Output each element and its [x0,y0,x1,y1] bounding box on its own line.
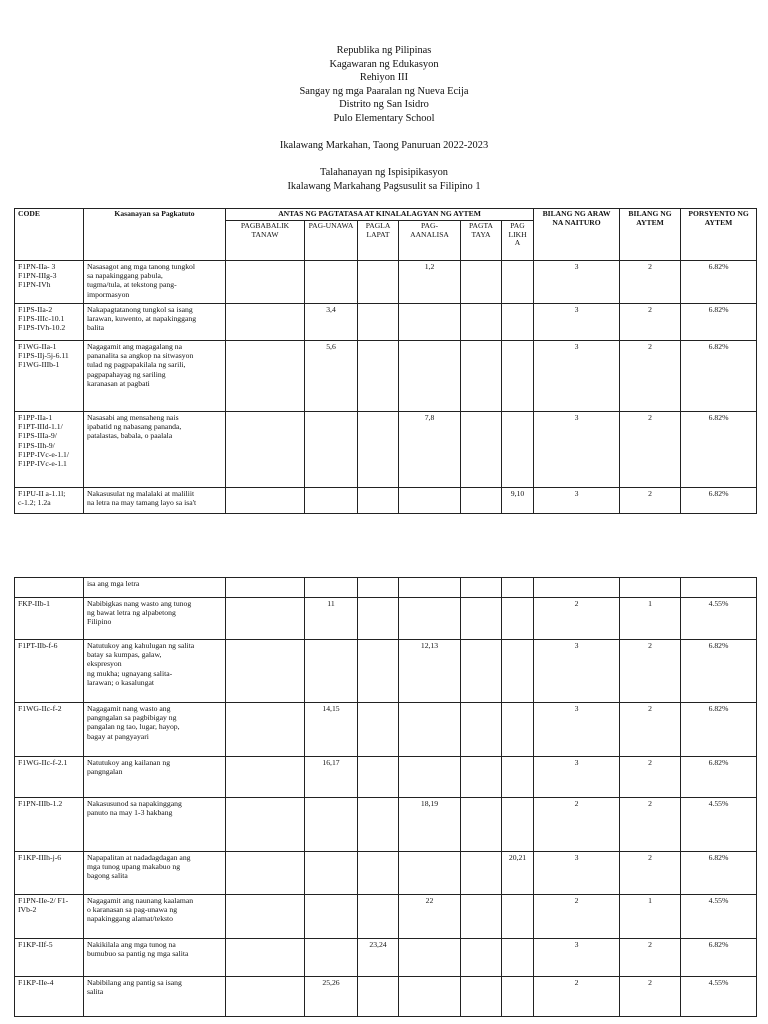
percent-cell: 6.82% [681,757,757,798]
code-cell [15,798,84,852]
item-number-cell: 25,26 [305,977,358,1017]
cell-line: bagong salita [87,871,128,881]
header-line: Distrito ng San Isidro [339,99,429,111]
item-number-cell [461,703,502,757]
cell-line: napakinggang alamat/teksto [87,914,174,924]
table-row [15,939,757,977]
item-number-cell [226,488,305,514]
days-cell: 3 [534,304,620,341]
table-row [15,977,757,1017]
cell-line: F1PT-IIb-f-6 [18,641,58,650]
item-number-cell [399,304,461,341]
skill-cell [84,412,226,488]
days-cell: 2 [534,798,620,852]
cell-line: Nasasagot ang mga tanong tungkol [87,262,196,271]
item-number-cell: 3,4 [305,304,358,341]
item-number-cell [226,757,305,798]
item-number-cell [226,703,305,757]
cell-line: F1PU-II a-1.1l; [18,489,66,498]
item-number-cell [502,939,534,977]
skill-cell [84,488,226,514]
days-cell: 3 [534,640,620,703]
skill-cell [84,578,226,598]
item-number-cell [461,895,502,939]
spec-table-page-2 [14,577,757,1017]
cell-line: F1PT-IIId-1.1/ [18,422,63,432]
item-number-cell [502,703,534,757]
cell-line: pangngalan [87,767,123,777]
days-cell: 3 [534,939,620,977]
cell-line: bumubuo sa pantig ng mga salita [87,949,189,959]
cell-line: isa ang mga letra [87,579,140,588]
cell-line: F1KP-IIIh-j-6 [18,853,62,862]
level-header: PAG LIKH A [502,221,534,261]
item-number-cell [305,939,358,977]
percent-cell: 4.55% [681,895,757,939]
item-number-cell [461,939,502,977]
cell-line: F1PS-IIa-2 [18,305,53,314]
code-cell [15,852,84,895]
item-number-cell [226,304,305,341]
items-cell: 2 [620,412,681,488]
item-number-cell: 23,24 [358,939,399,977]
item-number-cell [305,488,358,514]
item-number-cell [305,412,358,488]
items-cell: 1 [620,895,681,939]
items-cell: 2 [620,640,681,703]
item-number-cell [502,798,534,852]
days-cell: 2 [534,895,620,939]
item-number-cell [305,852,358,895]
cell-line: Nagagamit nang wasto ang [87,704,171,713]
skill-cell [84,852,226,895]
cell-line: F1PP-IVc-e-1.1 [18,459,67,469]
spec-table-page-1 [14,208,757,514]
item-number-cell [226,895,305,939]
table-body-page-2 [15,578,757,1017]
skill-cell [84,757,226,798]
code-header: CODE [15,209,84,261]
days-cell: 3 [534,412,620,488]
cell-line: F1PP-IIa-1 [18,413,53,422]
days-cell: 3 [534,757,620,798]
code-cell [15,598,84,640]
days-cell: 2 [534,598,620,640]
header-line: Kagawaran ng Edukasyon [329,58,439,70]
items-cell: 2 [620,261,681,304]
code-cell [15,304,84,341]
item-number-cell: 18,19 [399,798,461,852]
code-cell [15,578,84,598]
percent-cell: 4.55% [681,798,757,852]
table-body-page-1 [15,261,757,514]
item-number-cell [226,798,305,852]
item-number-cell: 9,10 [502,488,534,514]
days-cell: 2 [534,977,620,1017]
skill-cell [84,977,226,1017]
item-number-cell [358,341,399,412]
cell-line: Nagagamit ang naunang kaalaman [87,896,194,905]
item-number-cell [502,304,534,341]
item-number-cell: 11 [305,598,358,640]
items-cell: 2 [620,939,681,977]
item-number-cell [461,341,502,412]
skill-cell [84,798,226,852]
skill-cell [84,640,226,703]
cell-line: F1PS-IIIa-9/ [18,431,57,441]
level-header: PAG-AANALISA [399,221,461,261]
item-number-cell [461,757,502,798]
cell-line: panuto na may 1-3 hakbang [87,808,173,818]
cell-line: Napapalitan at nadadagdagan ang [87,853,191,862]
item-number-cell [399,757,461,798]
item-number-cell [305,578,358,598]
item-number-cell [358,261,399,304]
cell-line: karanasan at pagbati [87,378,150,388]
cell-line: F1WG-IIIb-1 [18,360,60,370]
skill-cell [84,939,226,977]
cell-line: IVb-2 [18,905,37,915]
days-cell: 3 [534,341,620,412]
cell-line: Natutukoy ang kahulugan ng salita [87,641,195,650]
item-number-cell [358,852,399,895]
table-row [15,412,757,488]
item-number-cell [226,578,305,598]
title-line-2: Ikalawang Markahang Pagsusulit sa Filipino 1 [287,180,481,192]
item-number-cell [358,977,399,1017]
item-number-cell [461,578,502,598]
item-number-cell [461,977,502,1017]
percent-cell: 6.82% [681,640,757,703]
item-number-cell [226,977,305,1017]
item-number-cell [305,798,358,852]
item-number-cell [502,640,534,703]
item-number-cell [502,598,534,640]
item-number-cell [502,261,534,304]
cell-line: F1PN-IIa- 3 [18,262,56,271]
level-header: PAG-UNAWA [305,221,358,261]
days-cell: 3 [534,261,620,304]
item-number-cell [358,640,399,703]
code-cell [15,412,84,488]
cell-line: Nakapagtatanong tungkol sa isang [87,305,193,314]
percent-cell: 6.82% [681,341,757,412]
percent-cell [681,578,757,598]
days-cell: 3 [534,852,620,895]
document-header [0,44,768,194]
item-number-cell [358,488,399,514]
header-line: Republika ng Pilipinas [336,45,432,56]
item-number-cell [461,640,502,703]
cell-line: larawan; o kasalungat [87,677,155,687]
cell-line: balita [87,323,105,333]
item-number-cell: 1,2 [399,261,461,304]
item-number-cell [399,341,461,412]
cell-line: F1PN-IVh [18,280,51,290]
items-cell: 2 [620,977,681,1017]
item-number-cell: 22 [399,895,461,939]
days-header: BILANG NG ARAW NA NAITURO [534,209,620,261]
item-number-cell [226,412,305,488]
skill-header: Kasanayan sa Pagkatuto [84,209,226,261]
item-number-cell [305,895,358,939]
quarter-line: Ikalawang Markahan, Taong Panuruan 2022-2023 [279,140,489,152]
item-number-cell [399,977,461,1017]
item-number-cell [358,412,399,488]
items-header: BILANG NG AYTEM [620,209,681,261]
skill-cell [84,341,226,412]
item-number-cell [226,939,305,977]
cell-line: Filipino [87,617,112,627]
skill-cell [84,598,226,640]
cell-line: Nabibilang ang pantig sa isang [87,978,182,987]
cell-line: ng mukha; ugnayang salita- [87,668,173,678]
level-header: PAGBABALIK TANAW [226,221,305,261]
item-number-cell [502,341,534,412]
cell-line: ng bawat letra ng alpabetong [87,608,176,618]
table-row [15,488,757,514]
item-number-cell [399,598,461,640]
percent-cell: 6.82% [681,703,757,757]
cell-line: Nagagamit ang magagalang na [87,342,182,351]
cell-line: FKP-IIb-1 [18,599,51,608]
skill-cell [84,703,226,757]
percent-cell: 6.82% [681,261,757,304]
item-number-cell [461,412,502,488]
code-cell [15,261,84,304]
cell-line: Nabibigkas nang wasto ang tunog [87,599,192,608]
cell-line: tulad ng pagpapakilala ng sarili, [87,360,186,370]
header-line: Pulo Elementary School [333,112,435,124]
cell-line: mga tunog upang makabuo ng [87,862,181,872]
table-row [15,598,757,640]
cell-line: F1PN-IIIg-3 [18,271,57,281]
table-row [15,852,757,895]
percent-cell: 6.82% [681,852,757,895]
percent-header: PORSYENTO NG AYTEM [681,209,757,261]
item-number-cell [461,852,502,895]
skill-cell [84,304,226,341]
percent-cell: 4.55% [681,598,757,640]
skill-cell [84,261,226,304]
item-number-cell [461,488,502,514]
percent-cell: 6.82% [681,488,757,514]
cell-line: ipabatid ng nabasang pananda, [87,422,182,432]
levels-header: ANTAS NG PAGTATASA AT KINALALAGYAN NG AYTEM [226,209,534,221]
item-number-cell [502,757,534,798]
item-number-cell: 12,13 [399,640,461,703]
cell-line: tugma/tula, at tekstong pang- [87,280,177,290]
cell-line: Natutukoy ang kailanan ng [87,758,171,767]
level-header: PAGLA LAPAT [358,221,399,261]
cell-line: F1PS-IIj-5j-6.11 [18,351,69,361]
cell-line: F1PN-IIIb-1.2 [18,799,63,808]
items-cell: 2 [620,798,681,852]
cell-line: Nakikilala ang mga tunog na [87,940,176,949]
item-number-cell [502,895,534,939]
item-number-cell [399,703,461,757]
cell-line: F1WG-IIc-f-2 [18,704,62,713]
cell-line: F1PS-IIIc-10.1 [18,314,65,324]
title-line-1: Talahanayan ng Ispisipikasyon [320,167,448,179]
percent-cell: 4.55% [681,977,757,1017]
item-number-cell [226,341,305,412]
items-cell: 2 [620,852,681,895]
item-number-cell [305,261,358,304]
table-row [15,640,757,703]
item-number-cell [461,798,502,852]
item-number-cell [358,757,399,798]
table-row [15,798,757,852]
item-number-cell: 7,8 [399,412,461,488]
code-cell [15,977,84,1017]
items-cell: 2 [620,703,681,757]
table-row [15,341,757,412]
table-row [15,757,757,798]
cell-line: F1KP-IIf-5 [18,940,53,949]
item-number-cell [226,852,305,895]
table-row [15,304,757,341]
items-cell: 2 [620,304,681,341]
item-number-cell: 20,21 [502,852,534,895]
item-number-cell: 16,17 [305,757,358,798]
items-cell: 2 [620,341,681,412]
percent-cell: 6.82% [681,304,757,341]
items-cell: 1 [620,598,681,640]
cell-line: pangalan ng tao, lugar, hayop, [87,722,180,732]
item-number-cell [461,598,502,640]
cell-line: F1PP-IVc-e-1.1/ [18,449,70,459]
table-row [15,578,757,598]
cell-line: F1PS-IIh-9/ [18,440,55,450]
item-number-cell [358,598,399,640]
cell-line: F1PS-IVh-10.2 [18,323,66,333]
item-number-cell [502,412,534,488]
cell-line: F1WG-IIc-f-2.1 [18,758,68,767]
code-cell [15,939,84,977]
cell-line: Nasasabi ang mensaheng nais [87,413,179,422]
item-number-cell [305,640,358,703]
days-cell: 3 [534,488,620,514]
days-cell: 3 [534,703,620,757]
cell-line: ekspresyon [87,659,122,669]
items-cell [620,578,681,598]
cell-line: c-1.2; 1.2a [18,498,51,508]
cell-line: pananalita sa angkop na sitwasyon [87,351,194,361]
cell-line: salita [87,987,104,997]
table-row [15,895,757,939]
item-number-cell [502,977,534,1017]
days-cell [534,578,620,598]
item-number-cell [358,578,399,598]
cell-line: pagpapahayag ng sariling [87,369,166,379]
percent-cell: 6.82% [681,939,757,977]
cell-line: larawan, kuwento, at napakinggang [87,314,197,324]
cell-line: impormasyon [87,289,130,299]
item-number-cell: 5,6 [305,341,358,412]
cell-line: o karanasan sa pag-unawa ng [87,905,178,915]
cell-line: F1KP-IIe-4 [18,978,54,987]
code-cell [15,703,84,757]
code-cell [15,341,84,412]
item-number-cell [358,798,399,852]
item-number-cell [502,578,534,598]
cell-line: bagay at pangyayari [87,731,149,741]
cell-line: batay sa kumpas, galaw, [87,650,162,660]
cell-line: na letra na may tamang layo sa isa't [87,498,197,508]
table-row [15,703,757,757]
item-number-cell [226,640,305,703]
code-cell [15,895,84,939]
item-number-cell [399,578,461,598]
cell-line: pangngalan sa pagbibigay ng [87,713,177,723]
code-cell [15,757,84,798]
item-number-cell: 14,15 [305,703,358,757]
items-cell: 2 [620,757,681,798]
cell-line: Nakasusunod sa napakinggang [87,799,182,808]
header-line: Sangay ng mga Paaralan ng Nueva Ecija [299,85,469,97]
item-number-cell [358,304,399,341]
item-number-cell [358,895,399,939]
item-number-cell [399,852,461,895]
cell-line: F1WG-IIa-1 [18,342,57,351]
items-cell: 2 [620,488,681,514]
code-cell [15,640,84,703]
item-number-cell [358,703,399,757]
percent-cell: 6.82% [681,412,757,488]
item-number-cell [461,304,502,341]
skill-cell [84,895,226,939]
item-number-cell [226,261,305,304]
cell-line: Nakasusulat ng malalaki at maliliit [87,489,195,498]
item-number-cell [226,598,305,640]
cell-line: sa napakinggang pabula, [87,271,163,281]
table-row [15,261,757,304]
code-cell [15,488,84,514]
cell-line: patalastas, babala, o paalala [87,431,173,441]
item-number-cell [461,261,502,304]
header-line: Rehiyon III [359,72,409,84]
item-number-cell [399,939,461,977]
cell-line: F1PN-IIe-2/ F1- [18,896,69,905]
level-header: PAGTA TAYA [461,221,502,261]
item-number-cell [399,488,461,514]
